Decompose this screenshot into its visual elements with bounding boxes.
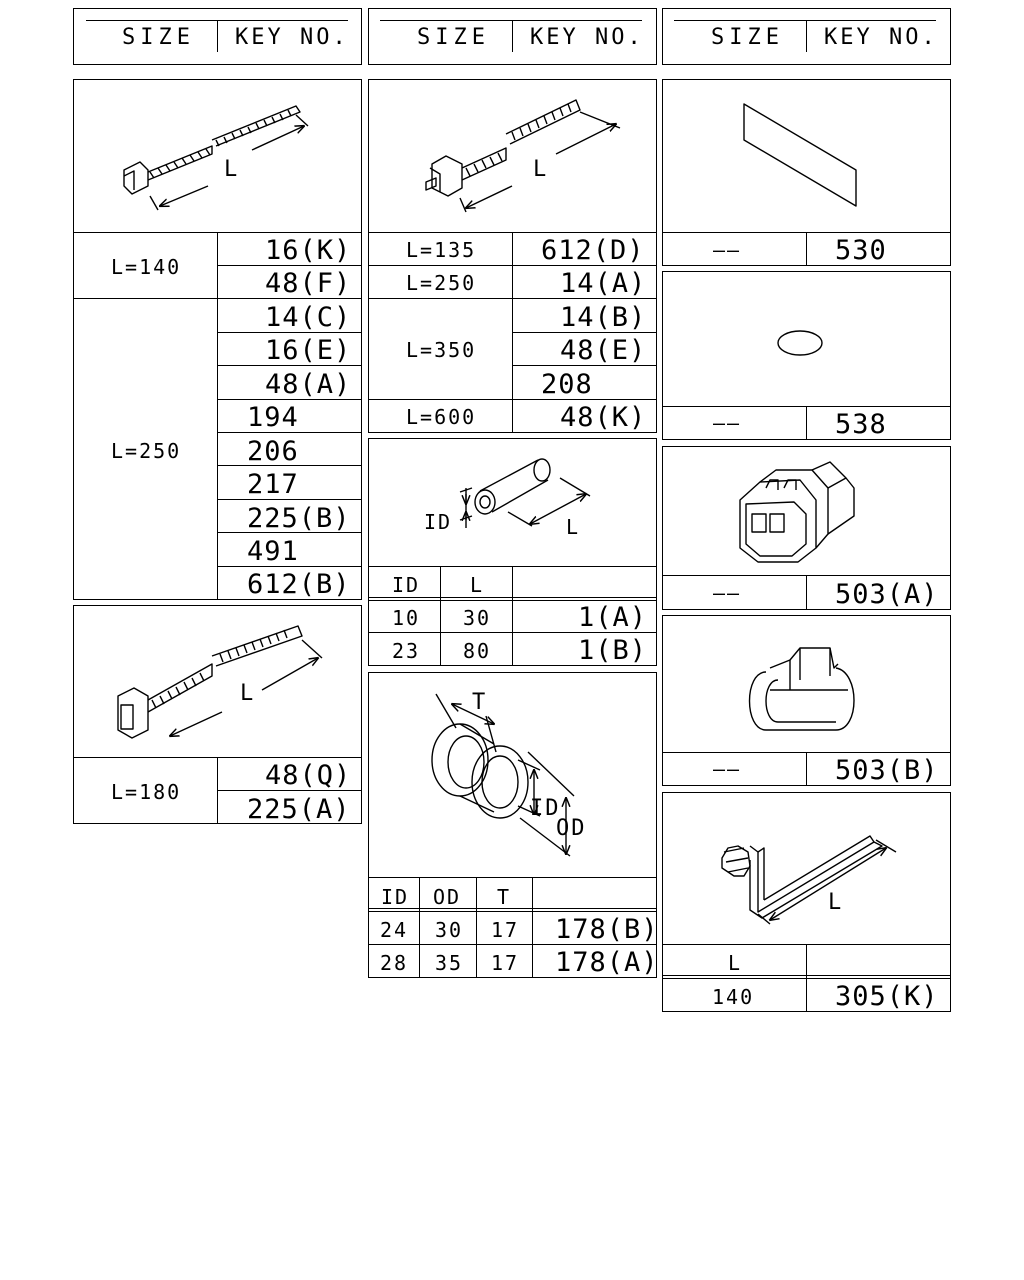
cap-icon [750, 648, 855, 730]
od-cell: 35 [435, 951, 464, 975]
key-cell: 16(K) [265, 235, 352, 266]
header-size: SIZE [711, 25, 784, 50]
o-ring-icon [778, 331, 822, 355]
key-cell: 612(B) [247, 569, 351, 600]
key-cell: 503(A) [835, 579, 939, 610]
key-cell: 206 [247, 436, 299, 467]
key-cell: 503(B) [835, 755, 939, 786]
key-cell: 194 [247, 402, 299, 433]
id-cell: 23 [392, 639, 421, 663]
size-dash: —— [713, 238, 742, 262]
key-cell: 225(A) [247, 794, 351, 825]
key-cell: 14(C) [265, 302, 352, 333]
tape-icon [744, 104, 856, 206]
cable-tie-icon [118, 626, 322, 738]
column-header-t: T [497, 885, 512, 909]
od-cell: 30 [435, 918, 464, 942]
key-cell: 14(A) [560, 268, 647, 299]
dimension-label-l: L [224, 157, 240, 182]
key-cell: 178(A) [555, 947, 659, 978]
key-cell: 491 [247, 536, 299, 567]
dimension-label-l: L [828, 890, 844, 915]
key-cell: 48(K) [560, 402, 647, 433]
dimension-label-l: L [240, 681, 256, 706]
dimension-label-t: T [472, 690, 488, 715]
key-cell: 208 [541, 369, 593, 400]
id-cell: 24 [380, 918, 409, 942]
l-cell: 30 [463, 606, 492, 630]
clip-icon [722, 836, 896, 924]
size-dash: —— [713, 581, 742, 605]
header-key: KEY NO. [235, 25, 349, 50]
size-cell: L=180 [111, 780, 182, 804]
dimension-label-l: L [533, 157, 549, 182]
column-header-l: L [470, 573, 485, 597]
size-cell: L=135 [406, 238, 477, 262]
key-cell: 48(Q) [265, 760, 352, 791]
size-dash: —— [713, 757, 742, 781]
column-header-id: ID [381, 885, 410, 909]
id-cell: 28 [380, 951, 409, 975]
grommet-icon [432, 690, 574, 856]
header-size: SIZE [417, 25, 490, 50]
key-cell: 305(K) [835, 981, 939, 1012]
key-cell: 14(B) [560, 302, 647, 333]
header-size: SIZE [122, 25, 195, 50]
header-key: KEY NO. [530, 25, 644, 50]
key-cell: 178(B) [555, 914, 659, 945]
dimension-label-id: ID [424, 510, 453, 534]
key-cell: 530 [835, 235, 887, 266]
connector-icon [740, 462, 854, 562]
l-cell: 80 [463, 639, 492, 663]
size-cell: L=600 [406, 405, 477, 429]
size-cell: L=250 [111, 439, 182, 463]
dimension-label-l: L [566, 515, 581, 539]
key-cell: 1(B) [578, 635, 648, 666]
dimension-label-id: ID [530, 796, 561, 821]
t-cell: 17 [491, 951, 520, 975]
key-cell: 16(E) [265, 335, 352, 366]
size-cell: L=140 [111, 255, 182, 279]
id-cell: 10 [392, 606, 421, 630]
dimension-label-od: OD [556, 816, 587, 841]
size-cell: L=250 [406, 271, 477, 295]
key-cell: 48(A) [265, 369, 352, 400]
cable-tie-icon [124, 106, 308, 210]
key-cell: 612(D) [541, 235, 645, 266]
column-header-od: OD [433, 885, 462, 909]
key-cell: 225(B) [247, 503, 351, 534]
l-cell: 140 [712, 985, 755, 1009]
cable-tie-icon [426, 100, 620, 212]
key-cell: 1(A) [578, 602, 648, 633]
size-dash: —— [713, 411, 742, 435]
key-cell: 217 [247, 469, 299, 500]
key-cell: 538 [835, 409, 887, 440]
key-cell: 48(E) [560, 335, 647, 366]
key-cell: 48(F) [265, 268, 352, 299]
size-cell: L=350 [406, 338, 477, 362]
header-key: KEY NO. [824, 25, 938, 50]
t-cell: 17 [491, 918, 520, 942]
column-header-id: ID [392, 573, 421, 597]
column-header-l: L [728, 951, 743, 975]
